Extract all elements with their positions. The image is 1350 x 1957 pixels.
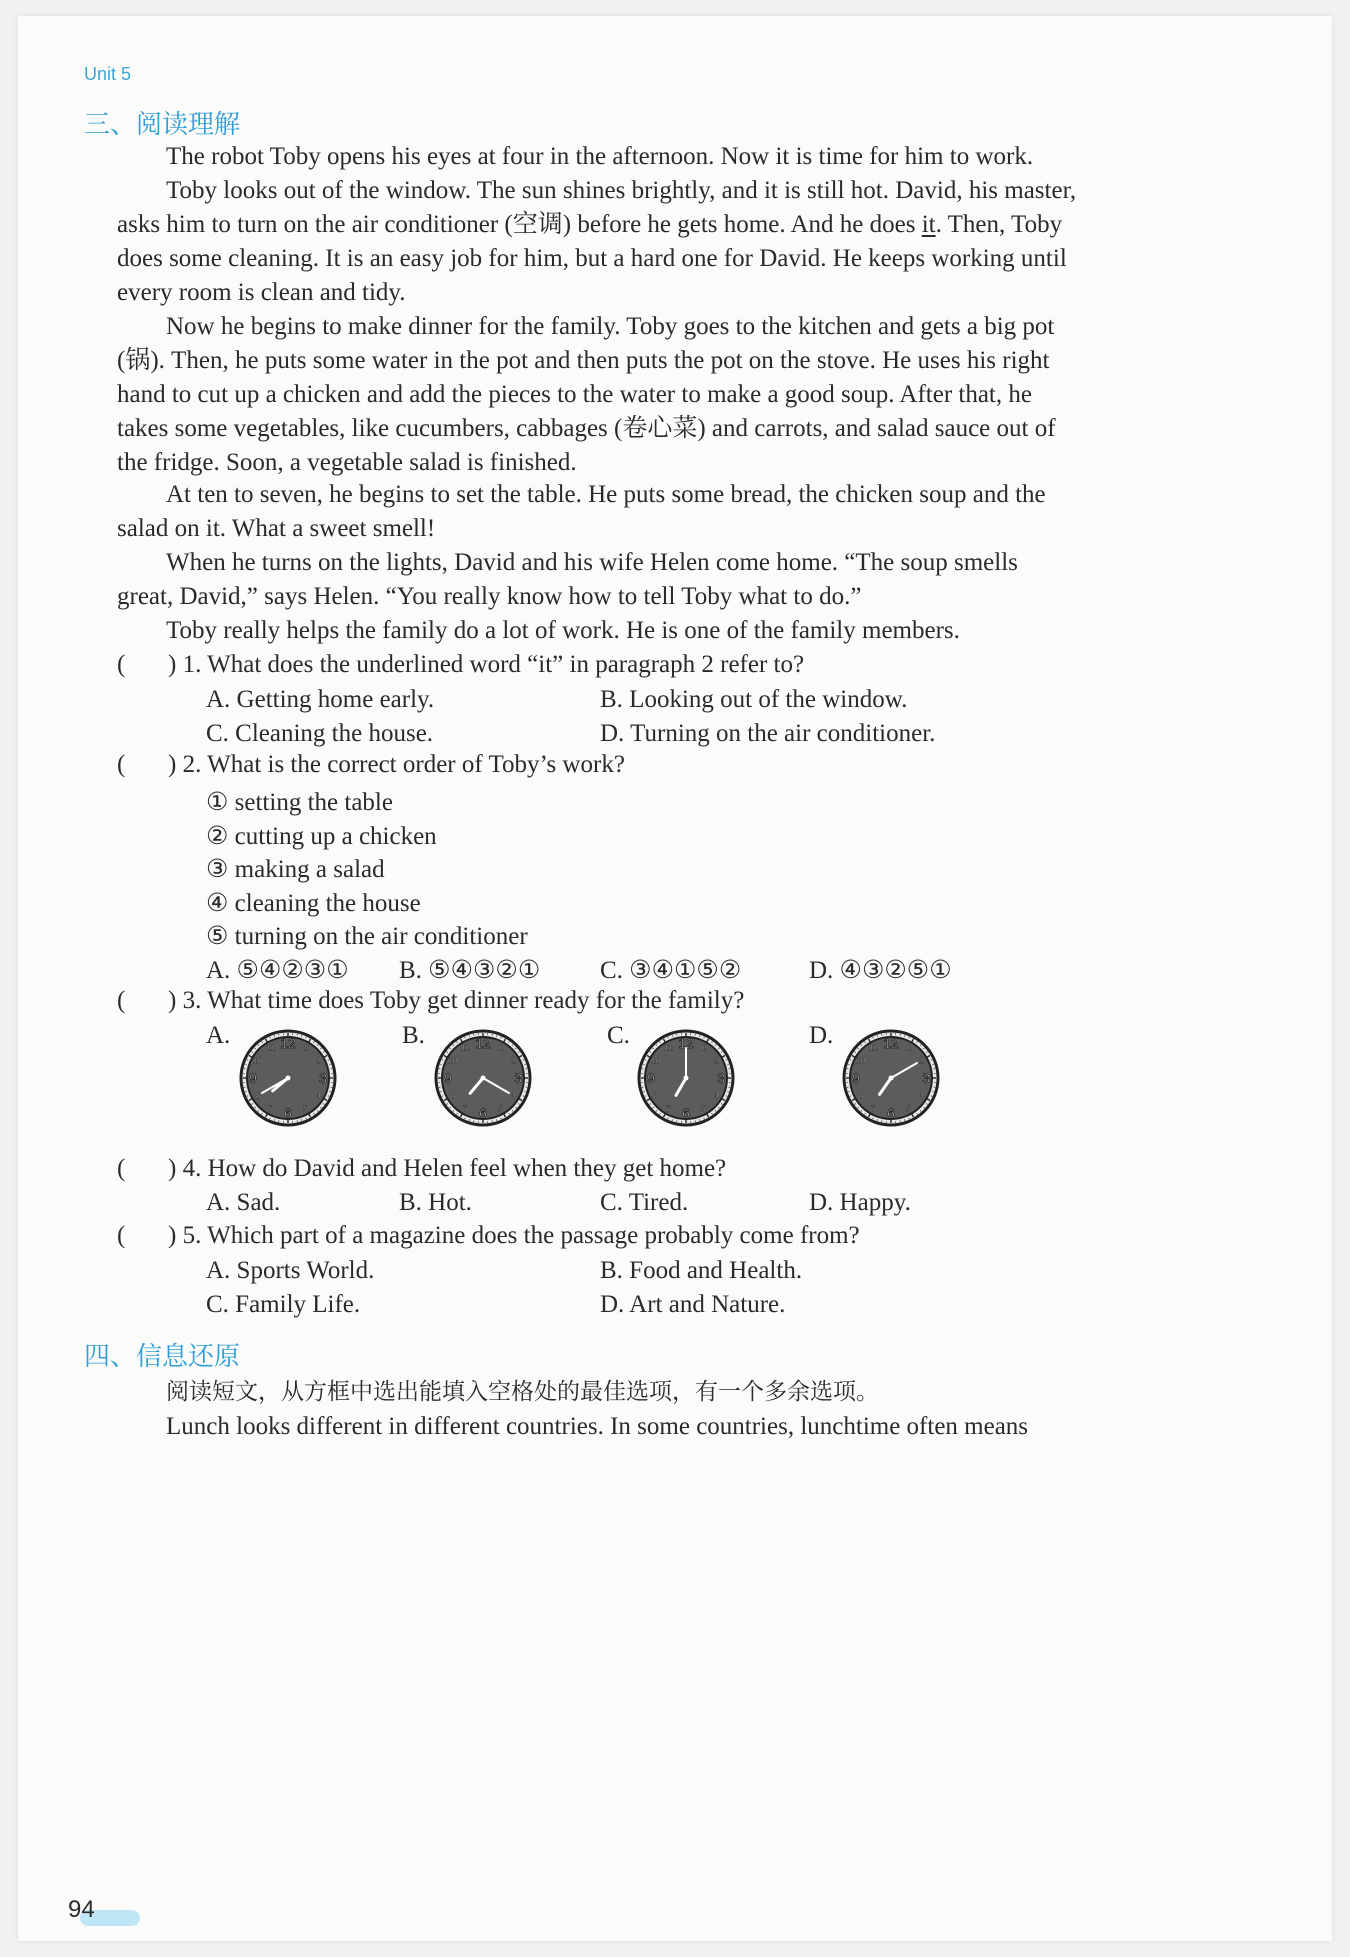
clock-icon-d[interactable] [841,1028,941,1128]
passage-line: every room is clean and tidy. [117,279,406,306]
q2-item: ④ cleaning the house [206,890,421,917]
clock-number: 12 [883,1035,899,1051]
passage-line: Toby looks out of the window. The sun shines brightly, and it is still hot. David, his master, [166,177,1077,204]
question-2-stem: ) 2. What is the correct order of Toby’s work? [168,751,625,778]
clock-icon-b[interactable] [433,1028,533,1128]
q5-option-b[interactable]: B. Food and Health. [600,1257,803,1284]
q3-option-a[interactable]: A. [206,1022,231,1049]
clock-number: 2 [316,1056,321,1066]
clock-number: 7 [268,1104,273,1114]
passage-text: . Then, Toby [935,211,1063,238]
underlined-word-it: it [921,211,936,238]
answer-bracket[interactable]: ( [117,751,126,778]
q3-option-d[interactable]: D. [809,1022,834,1049]
q2-option-b[interactable]: B. ⑤④③②① [399,957,541,984]
clock-number: 9 [249,1070,257,1086]
clock-hub [684,1076,689,1081]
clock-hub [889,1076,894,1081]
q2-option-a[interactable]: A. ⑤④②③① [206,957,349,984]
passage-line: salad on it. What a sweet smell! [117,515,436,542]
clock-number: 10 [448,1056,458,1066]
clock-number: 7 [871,1104,876,1114]
passage-line: Toby really helps the family do a lot of work. He is one of the family members. [166,617,960,644]
q4-option-a[interactable]: A. Sad. [206,1189,281,1216]
workbook-page [18,16,1332,1941]
q2-item: ② cutting up a chicken [206,823,437,850]
passage-line: Lunch looks different in different countries. In some countries, lunchtime often means [166,1413,1029,1440]
q2-option-c[interactable]: C. ③④①⑤② [600,957,742,984]
clock-number: 10 [253,1056,263,1066]
clock-number: 3 [717,1070,725,1086]
q4-option-c[interactable]: C. Tired. [600,1189,689,1216]
q5-option-d[interactable]: D. Art and Nature. [600,1291,786,1318]
section-3-title: 三、阅读理解 [84,110,241,140]
passage-line: great, David,” says Helen. “You really know how to tell Toby what to do.” [117,583,862,610]
clock-number: 12 [475,1035,491,1051]
clock-number: 9 [444,1070,452,1086]
question-3-stem: ) 3. What time does Toby get dinner ready for the family? [168,987,745,1014]
q1-option-c[interactable]: C. Cleaning the house. [206,720,434,747]
clock-number: 11 [461,1043,470,1053]
passage-line: When he turns on the lights, David and his wife Helen come home. “The soup smells [166,549,1018,576]
q3-option-b[interactable]: B. [402,1022,425,1049]
q4-option-d[interactable]: D. Happy. [809,1189,911,1216]
clock-number: 12 [280,1035,296,1051]
clock-number: 7 [463,1104,468,1114]
q3-option-c[interactable]: C. [607,1022,630,1049]
passage-text: asks him to turn on the air conditioner (空调) before he gets home. And he does [117,211,922,238]
clock-number: 8 [255,1091,260,1101]
clock-number: 5 [906,1104,911,1114]
clock-number: 4 [316,1091,321,1101]
clock-number: 10 [856,1056,866,1066]
clock-number: 9 [647,1070,655,1086]
q1-option-b[interactable]: B. Looking out of the window. [600,686,908,713]
q1-option-d[interactable]: D. Turning on the air conditioner. [600,720,936,747]
answer-bracket[interactable]: ( [117,651,126,678]
section-4-instruction: 阅读短文，从方框中选出能填入空格处的最佳选项，有一个多余选项。 [166,1379,879,1405]
question-5-stem: ) 5. Which part of a magazine does the passage probably come from? [168,1222,860,1249]
clock-number: 8 [858,1091,863,1101]
passage-line: Now he begins to make dinner for the family. Toby goes to the kitchen and gets a big pot [166,313,1055,340]
clock-number: 1 [906,1043,911,1053]
clock-number: 3 [514,1070,522,1086]
passage-line: the fridge. Soon, a vegetable salad is finished. [117,449,577,476]
clock-number: 1 [498,1043,503,1053]
section-4-title: 四、信息还原 [84,1342,241,1372]
clock-number: 6 [284,1105,292,1121]
clock-number: 12 [678,1035,694,1051]
clock-number: 4 [919,1091,924,1101]
clock-number: 6 [479,1105,487,1121]
clock-number: 3 [922,1070,930,1086]
clock-number: 11 [664,1043,673,1053]
q5-option-a[interactable]: A. Sports World. [206,1257,375,1284]
clock-number: 10 [651,1056,661,1066]
q2-item: ① setting the table [206,789,393,816]
clock-hub [286,1076,291,1081]
passage-line: At ten to seven, he begins to set the table. He puts some bread, the chicken soup and the [166,481,1046,508]
clock-number: 8 [450,1091,455,1101]
clock-number: 2 [714,1056,719,1066]
clock-number: 7 [666,1104,671,1114]
question-1-stem: ) 1. What does the underlined word “it” in paragraph 2 refer to? [168,651,805,678]
unit-label: Unit 5 [84,64,132,84]
clock-number: 1 [303,1043,308,1053]
passage-line: takes some vegetables, like cucumbers, cabbages (卷心菜) and carrots, and salad sauce out of [117,415,1056,442]
clock-number: 8 [653,1091,658,1101]
q4-option-b[interactable]: B. Hot. [399,1189,472,1216]
passage-line: does some cleaning. It is an easy job for him, but a hard one for David. He keeps working until [117,245,1067,272]
clock-number: 4 [511,1091,516,1101]
clock-number: 1 [701,1043,706,1053]
clock-number: 6 [887,1105,895,1121]
answer-bracket[interactable]: ( [117,987,126,1014]
q1-option-a[interactable]: A. Getting home early. [206,686,435,713]
question-4-stem: ) 4. How do David and Helen feel when they get home? [168,1155,727,1182]
clock-number: 2 [919,1056,924,1066]
passage-line: hand to cut up a chicken and add the pieces to the water to make a good soup. After that, he [117,381,1032,408]
clock-number: 2 [511,1056,516,1066]
clock-icon-c[interactable] [636,1028,736,1128]
q2-item: ⑤ turning on the air conditioner [206,923,528,950]
q2-item: ③ making a salad [206,856,385,883]
clock-number: 5 [701,1104,706,1114]
q2-option-d[interactable]: D. ④③②⑤① [809,957,952,984]
clock-icon-a[interactable] [238,1028,338,1128]
clock-number: 6 [682,1105,690,1121]
passage-line: The robot Toby opens his eyes at four in the afternoon. Now it is time for him to work. [166,143,1034,170]
clock-number: 5 [303,1104,308,1114]
answer-bracket[interactable]: ( [117,1155,126,1182]
q5-option-c[interactable]: C. Family Life. [206,1291,361,1318]
clock-number: 11 [266,1043,275,1053]
clock-number: 5 [498,1104,503,1114]
passage-line: (锅). Then, he puts some water in the pot and then puts the pot on the stove. He uses his right [117,347,1050,374]
page-number: 94 [68,1896,95,1923]
clock-number: 11 [869,1043,878,1053]
answer-bracket[interactable]: ( [117,1222,126,1249]
clock-hub [481,1076,486,1081]
clock-number: 3 [319,1070,327,1086]
clock-number: 4 [714,1091,719,1101]
clock-number: 9 [852,1070,860,1086]
